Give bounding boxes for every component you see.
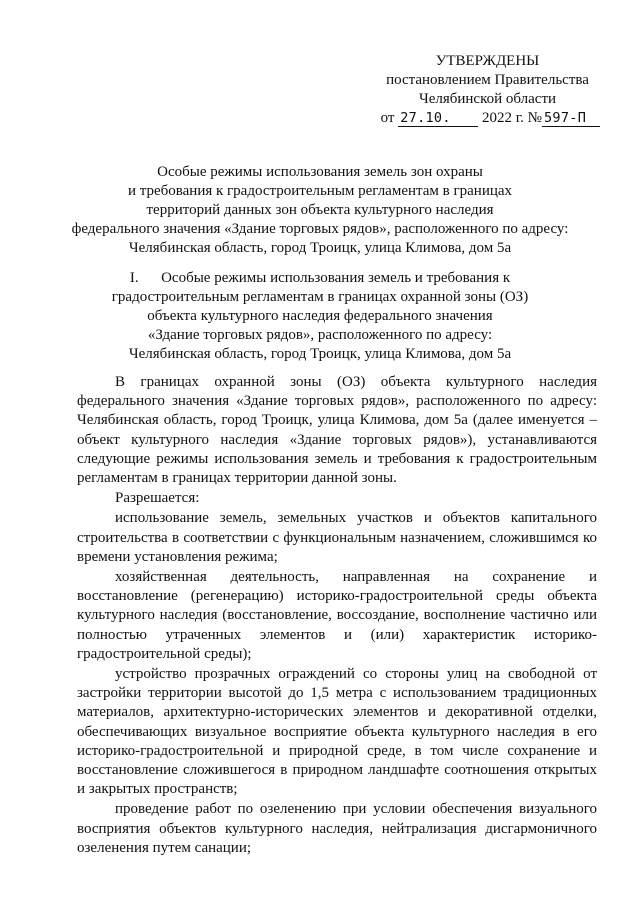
date-prefix: от: [380, 110, 395, 126]
approval-line-1: постановлением Правительства: [386, 72, 589, 88]
title-line: федерального значения «Здание торговых рядов», расположенного по адресу:: [71, 221, 569, 237]
section-line: «Здание торговых рядов», расположенного по адресу:: [147, 327, 493, 343]
section-line: объекта культурного наследия федерального значения: [147, 308, 493, 324]
section-line: Челябинская область, город Троицк, улица Климова, дом 5а: [128, 346, 512, 362]
section-line: I. Особые режимы использования земель и требования к: [129, 270, 511, 286]
body-paragraph: использование земель, земельных участков и объектов капитального строительства в соответствии с функциональным назначением, сложившимся ко времени установления режима;: [77, 510, 597, 565]
document-body: [77, 373, 597, 858]
section-line: градостроительным регламентам в границах охранной зоны (ОЗ): [111, 289, 529, 305]
title-line: и требования к градостроительным регламентам в границах: [127, 183, 513, 199]
title-line: Челябинская область, город Троицк, улица Климова, дом 5а: [128, 240, 512, 256]
decree-number: 597-П: [542, 111, 600, 127]
approval-line-2: Челябинской области: [418, 91, 557, 107]
body-paragraph: проведение работ по озеленению при условии обеспечения визуального восприятия объектов культурного наследия, нейтрализация дисгармоничного озеленения путем санации;: [77, 801, 597, 856]
title-line: Особые режимы использования земель зон охраны: [157, 164, 483, 180]
body-paragraph: В границах охранной зоны (ОЗ) объекта культурного наследия федерального значения «Здание торговых рядов», расположенного по адресу: Челябинская область, город Троицк, улица Климова, дом 5а (далее именуется – объект культурного наследия «Здание торговых рядов»), устанавливаются следующие режимы использования земель и требования к градостроительным регламентам в границах территории данной зоны.: [77, 374, 597, 487]
year-text: 2022 г. №: [481, 110, 542, 126]
body-paragraph: хозяйственная деятельность, направленная на сохранение и восстановление (регенерацию) историко-градостроительной среды объекта культурного наследия (восстановление, воссоздание, восполнение частично или полностью утраченных элементов и (или) характеристик историко-градостроительной среды);: [77, 569, 597, 662]
approval-heading: УТВЕРЖДЕНЫ: [435, 53, 540, 69]
title-line: территорий данных зон объекта культурного наследия: [146, 202, 494, 218]
body-paragraph: устройство прозрачных ограждений со стороны улиц на свободной от застройки территории высотой до 1,5 метра с использованием традиционных материалов, архитектурно-исторических элементов и декоративной отделки, обеспечивающих визуальное восприятие объекта культурного наследия в его историко-градостроительной и природной среде, в том числе сохранение и восстановление сложившегося в природном ландшафте соотношения открытых и закрытых пространств;: [77, 666, 597, 798]
approval-stamp: [375, 52, 600, 128]
document-title: [40, 163, 600, 258]
decree-date: 27.10.: [398, 111, 478, 127]
body-paragraph: Разрешается:: [115, 490, 200, 507]
section-heading: [40, 269, 600, 364]
approval-number-line: [375, 109, 600, 128]
